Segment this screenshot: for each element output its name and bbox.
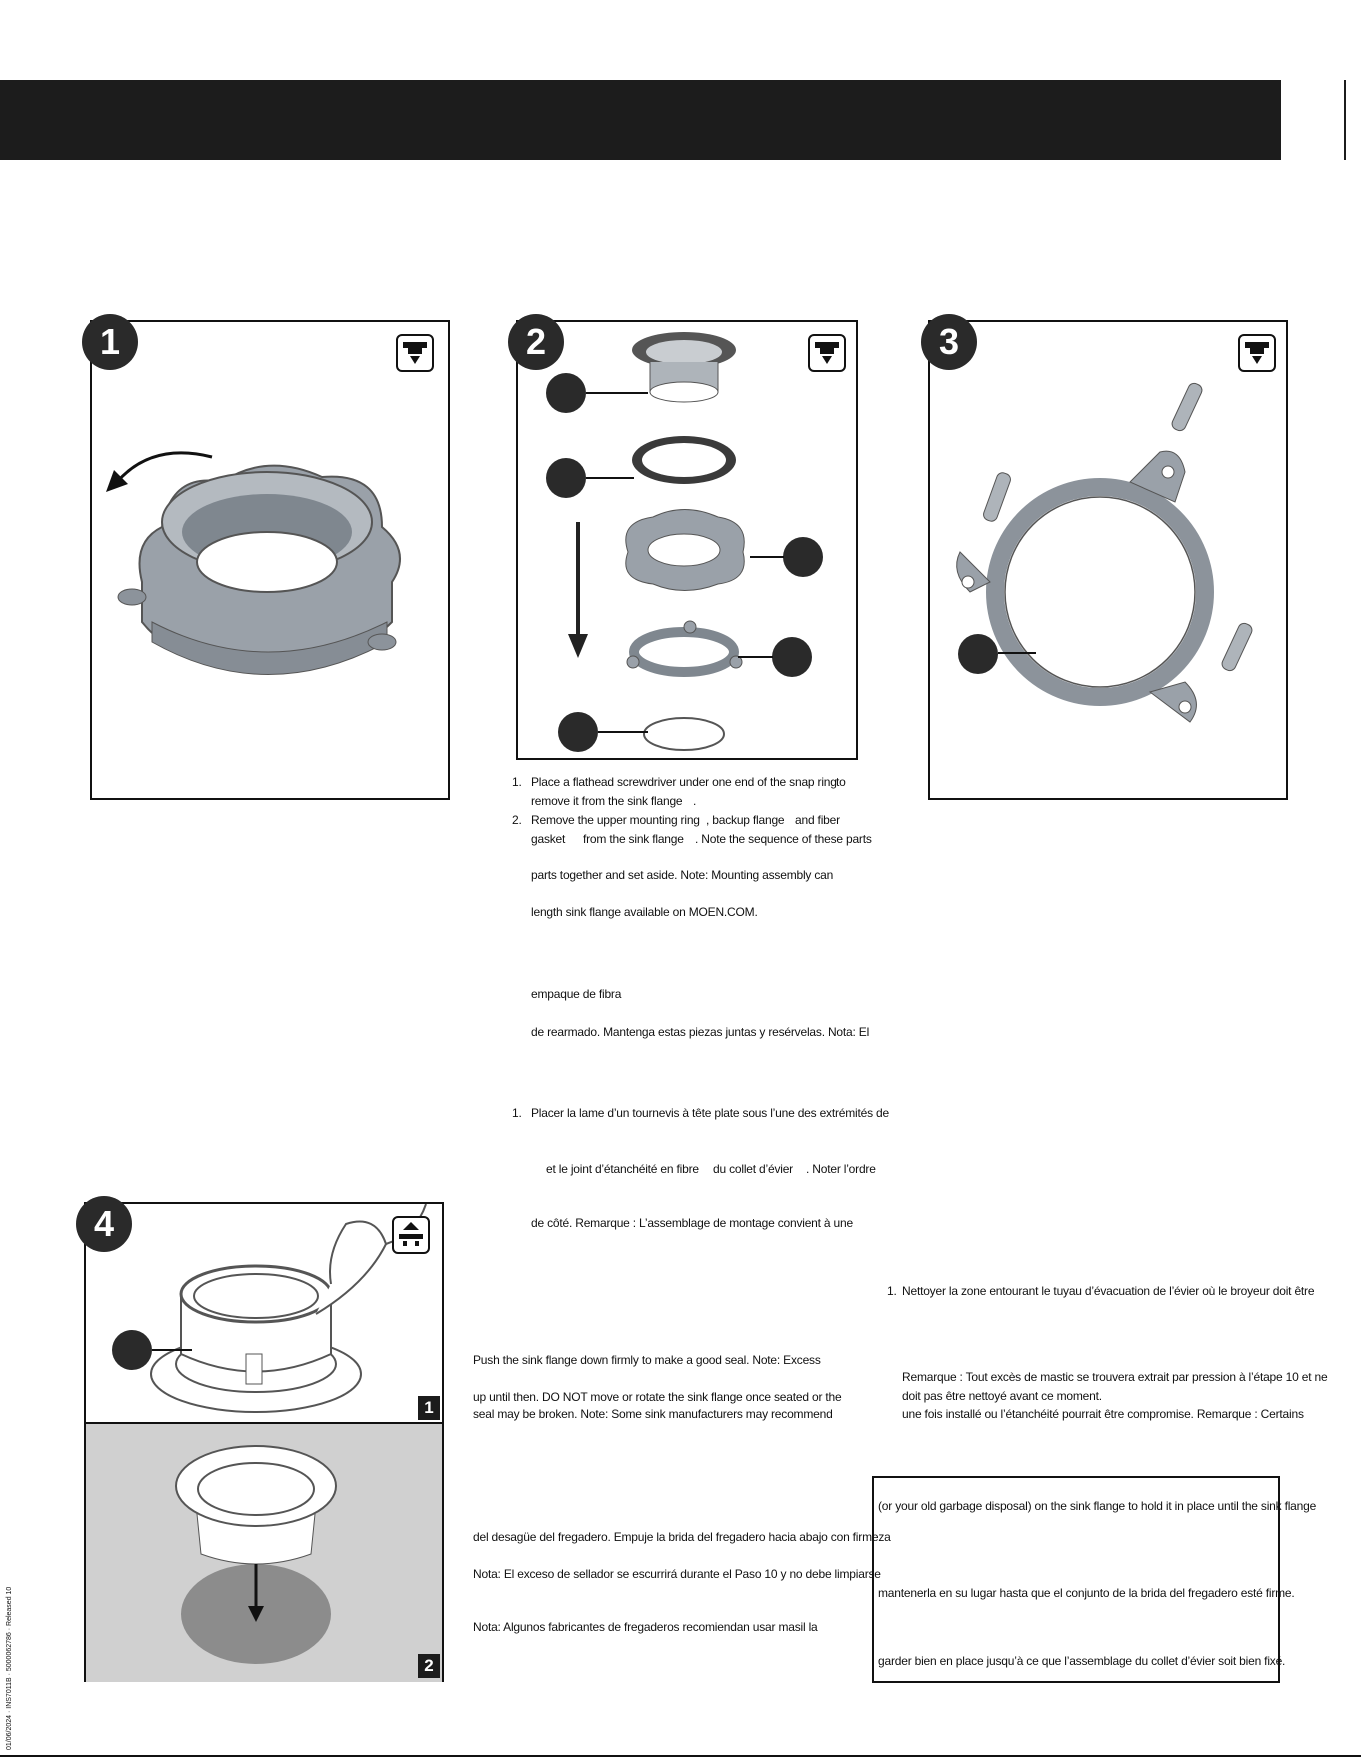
instruction-text-fr: et le joint d’étanchéité en fibre: [546, 1162, 699, 1176]
callout-backup-flange: [783, 537, 823, 577]
leader-line: [598, 731, 648, 733]
callout-mounting-ring: [772, 637, 812, 677]
step-4-badge: 4: [76, 1196, 132, 1252]
above-sink-icon: [392, 1216, 430, 1254]
sink-flange-illustration: [92, 322, 448, 798]
item-number: 1.: [512, 775, 522, 789]
document-code: 01/06/2024 · INS7011B · 5000062786 · Released 10: [6, 1586, 13, 1750]
instruction-text-fr: de côté. Remarque : L’assemblage de montage convient à une: [531, 1216, 853, 1230]
callout-sink-flange: [112, 1330, 152, 1370]
note-text: (or your old garbage disposal) on the sink flange to hold it in place until the sink flange: [878, 1499, 1317, 1513]
leader-line: [998, 652, 1036, 654]
leader-line: [586, 392, 648, 394]
step-3-panel: [928, 320, 1288, 800]
leader-line: [152, 1349, 192, 1351]
callout-mounting-ring: [958, 634, 998, 674]
step-4-panel: [84, 1202, 444, 1682]
substep-2-label: 2: [418, 1654, 440, 1678]
note-text-fr: garder bien en place jusqu’à ce que l’assemblage du collet d’évier soit bien fixé.: [878, 1654, 1286, 1668]
item-number: 1.: [887, 1284, 897, 1298]
instruction-text: Push the sink flange down firmly to make a good seal. Note: Excess: [473, 1353, 821, 1367]
instruction-text-fr: doit pas être nettoyé avant ce moment.: [902, 1389, 1102, 1403]
instruction-text: and fiber: [795, 813, 840, 827]
instruction-text: up until then. DO NOT move or rotate the sink flange once seated or the: [473, 1390, 842, 1404]
instruction-text: gasket: [531, 832, 566, 846]
substep-1-label: 1: [418, 1396, 440, 1420]
step-1-panel: [90, 320, 450, 800]
instruction-text: .: [693, 794, 697, 808]
instruction-text: parts together and set aside. Note: Mounting assembly can: [531, 868, 834, 882]
instruction-text-fr: une fois installé ou l’étanchéité pourrait être compromise. Remarque : Certains: [902, 1407, 1304, 1421]
under-sink-icon: [396, 334, 434, 372]
footer-rule: [0, 1755, 1361, 1757]
item-number: 2.: [512, 813, 522, 827]
mounting-ring-illustration: [930, 322, 1286, 798]
under-sink-icon: [808, 334, 846, 372]
instruction-text-es: Nota: Algunos fabricantes de fregaderos recomiendan usar masil la: [473, 1620, 818, 1634]
instruction-text-es: del desagüe del fregadero. Empuje la brida del fregadero hacia abajo con firmeza: [473, 1530, 891, 1544]
instruction-text-fr: Placer la lame d’un tournevis à tête plate sous l’une des extrémités de: [531, 1106, 890, 1120]
instruction-text: remove it from the sink flange: [531, 794, 683, 808]
flange-push-illustration: [86, 1424, 442, 1682]
step-3-badge: 3: [921, 314, 977, 370]
flange-install-illustration: [86, 1204, 442, 1424]
step-2-badge: 2: [508, 314, 564, 370]
instruction-text: to: [836, 775, 846, 789]
instruction-text-es: de rearmado. Mantenga estas piezas juntas y resérvelas. Nota: El: [531, 1025, 870, 1039]
instruction-text: seal may be broken. Note: Some sink manufacturers may recommend: [473, 1407, 833, 1421]
page-edge-mark: [1344, 80, 1346, 160]
instruction-text-fr: du collet d’évier: [713, 1162, 793, 1176]
leader-line: [750, 556, 784, 558]
instruction-text: length sink flange available on MOEN.COM.: [531, 905, 758, 919]
section-header-bar: [0, 80, 1281, 160]
leader-line: [586, 477, 634, 479]
instruction-text: Remove the upper mounting ring: [531, 813, 700, 827]
step-1-badge: 1: [82, 314, 138, 370]
callout-sink-flange: [546, 373, 586, 413]
instruction-text: from the sink flange: [583, 832, 684, 846]
item-number: 1.: [512, 1106, 522, 1120]
under-sink-icon: [1238, 334, 1276, 372]
instruction-text-fr: Nettoyer la zone entourant le tuyau d’évacuation de l’évier où le broyeur doit être: [902, 1284, 1315, 1298]
substep-2-area: [86, 1422, 442, 1682]
instruction-text-es: empaque de fibra: [531, 987, 622, 1001]
instruction-text-es: Nota: El exceso de sellador se escurrirá durante el Paso 10 y no debe limpiarse: [473, 1567, 881, 1581]
note-box: [872, 1476, 1317, 1683]
instruction-text: . Note the sequence of these parts: [695, 832, 872, 846]
instruction-text-fr: Remarque : Tout excès de mastic se trouvera extrait par pression à l’étape 10 et ne: [902, 1370, 1328, 1384]
callout-fiber-gasket: [546, 458, 586, 498]
instruction-text: Place a flathead screwdriver under one end of the snap ring: [531, 775, 837, 789]
instruction-text: , backup flange: [706, 813, 785, 827]
leader-line: [738, 656, 773, 658]
instruction-text-fr: . Noter l’ordre: [806, 1162, 876, 1176]
note-text-es: mantenerla en su lugar hasta que el conjunto de la brida del fregadero esté firme.: [878, 1586, 1295, 1600]
callout-snap-ring: [558, 712, 598, 752]
